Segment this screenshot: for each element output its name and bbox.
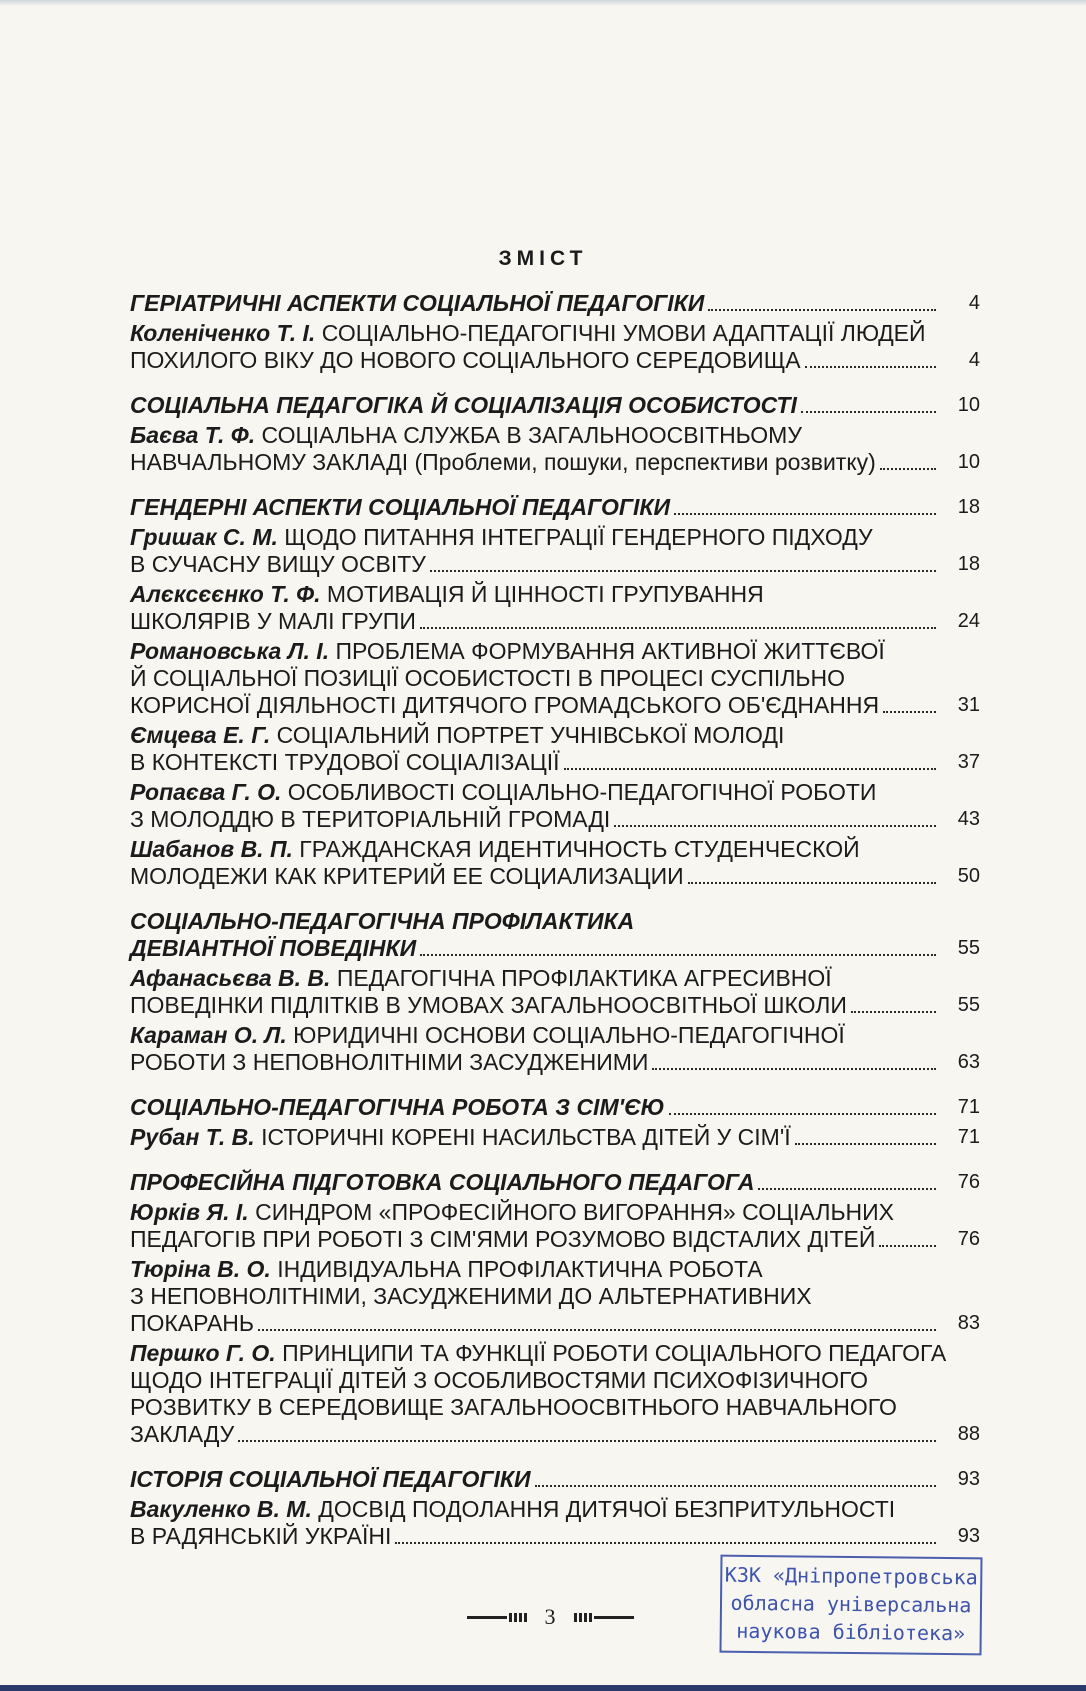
section-page: 18 — [957, 496, 980, 518]
entry-line — [130, 638, 980, 665]
entry-title-last: В КОНТЕКСТІ ТРУДОВОЇ СОЦІАЛІЗАЦІЇ — [130, 749, 560, 775]
entry-last-row — [130, 1310, 980, 1337]
dot-leader — [880, 468, 936, 470]
section-title-row — [130, 1169, 980, 1196]
entry-title-end — [130, 1421, 234, 1448]
entry-title-end — [130, 551, 426, 578]
entry-last-row — [130, 347, 980, 374]
section-title-row — [130, 392, 980, 419]
section-title-row — [130, 290, 980, 317]
dot-leader — [674, 513, 936, 515]
section-page: 4 — [968, 292, 980, 314]
toc-entry — [130, 836, 980, 890]
entry-title-last: З МОЛОДДЮ В ТЕРИТОРІАЛЬНІЙ ГРОМАДІ — [130, 806, 611, 832]
entry-line: РОЗВИТКУ В СЕРЕДОВИЩЕ ЗАГАЛЬНООСВІТНЬОГО НАВЧАЛЬНОГО — [130, 1394, 897, 1420]
section-page: 76 — [957, 1171, 980, 1193]
toc-section — [130, 392, 980, 476]
entry-last-row — [130, 806, 980, 833]
section-title: СОЦІАЛЬНА ПЕДАГОГІКА Й СОЦІАЛІЗАЦІЯ ОСОБИСТОСТІ — [130, 392, 797, 418]
page-bottom-edge — [0, 1685, 1086, 1691]
dot-leader — [688, 882, 936, 884]
entry-line — [130, 1022, 980, 1049]
entry-page: 10 — [957, 451, 980, 473]
dot-leader — [669, 1113, 936, 1115]
dot-leader — [801, 411, 936, 413]
entry-last-row — [130, 1049, 980, 1076]
entry-line — [130, 1199, 980, 1226]
entry-title-last: НАВЧАЛЬНОМУ ЗАКЛАДІ (Проблеми, пошуки, перспективи розвитку) — [130, 449, 876, 475]
entry-title: ІНДИВІДУАЛЬНА ПРОФІЛАКТИЧНА РОБОТА — [277, 1256, 763, 1282]
entry-line — [130, 722, 980, 749]
entry-title: ПРИНЦИПИ ТА ФУНКЦІЇ РОБОТИ СОЦІАЛЬНОГО ПЕДАГОГА — [282, 1340, 947, 1366]
section-page: 55 — [957, 937, 980, 959]
section-title-row — [130, 494, 980, 521]
toc-section — [130, 290, 980, 374]
entry-title-end — [130, 863, 684, 890]
toc-section — [130, 1169, 980, 1448]
entry-title-end — [130, 1226, 875, 1253]
entry-title: ПЕДАГОГІЧНА ПРОФІЛАКТИКА АГРЕСИВНОЇ — [336, 965, 832, 991]
entry-title-end — [130, 1049, 648, 1076]
dot-leader — [851, 1011, 936, 1013]
entry-title: ЩОДО ПИТАННЯ ІНТЕГРАЦІЇ ГЕНДЕРНОГО ПІДХОДУ — [284, 524, 873, 550]
section-title: ІСТОРІЯ СОЦІАЛЬНОЇ ПЕДАГОГІКИ — [130, 1466, 531, 1492]
right-ornament — [574, 1613, 634, 1622]
stamp-line: обласна універсальна — [730, 1590, 972, 1618]
dot-leader — [258, 1329, 936, 1331]
entry-title-end — [130, 347, 801, 374]
entry-title: МОТИВАЦІЯ Й ЦІННОСТІ ГРУПУВАННЯ — [326, 581, 764, 607]
entry-author: Романовська Л. І. — [130, 638, 330, 664]
toc-section — [130, 494, 980, 890]
entry-title: СОЦІАЛЬНИЙ ПОРТРЕТ УЧНІВСЬКОЇ МОЛОДІ — [276, 722, 785, 748]
section-title: ГЕНДЕРНІ АСПЕКТИ СОЦІАЛЬНОЇ ПЕДАГОГІКИ — [130, 494, 671, 520]
entry-last-row — [130, 551, 980, 578]
entry-last-row — [130, 1523, 980, 1550]
entry-page: 43 — [957, 808, 980, 830]
entry-page: 55 — [957, 994, 980, 1016]
toc-entry — [130, 1199, 980, 1253]
toc-section — [130, 1466, 980, 1550]
table-of-contents — [130, 290, 980, 1550]
entry-line: Й СОЦІАЛЬНОЇ ПОЗИЦІЇ ОСОБИСТОСТІ В ПРОЦЕСІ СУСПІЛЬНО — [130, 665, 846, 691]
entry-page: 31 — [957, 694, 980, 716]
toc-entry — [130, 1124, 980, 1151]
entry-page: 37 — [957, 751, 980, 773]
section-title-row — [130, 1094, 980, 1121]
section-title-row — [130, 1466, 980, 1493]
entry-title: ПРОБЛЕМА ФОРМУВАННЯ АКТИВНОЇ ЖИТТЄВОЇ — [335, 638, 885, 664]
section-title-row — [130, 935, 980, 962]
toc-entry — [130, 722, 980, 776]
entry-last-row — [130, 1226, 980, 1253]
entry-title: ЮРИДИЧНІ ОСНОВИ СОЦІАЛЬНО-ПЕДАГОГІЧНОЇ — [293, 1022, 845, 1048]
page-top-edge — [0, 0, 1086, 6]
dot-leader — [708, 309, 936, 311]
entry-author: Тюріна В. О. — [130, 1256, 271, 1282]
dot-leader — [879, 1245, 936, 1247]
entry-title-end — [130, 1124, 791, 1151]
dot-leader — [652, 1068, 936, 1070]
toc-entry — [130, 320, 980, 374]
entry-title: СИНДРОМ «ПРОФЕСІЙНОГО ВИГОРАННЯ» СОЦІАЛЬНИХ — [255, 1199, 895, 1225]
entry-author: Рубан Т. В. — [130, 1124, 255, 1150]
entry-last-row — [130, 749, 980, 776]
entry-title-last: ПЕДАГОГІВ ПРИ РОБОТІ З СІМ'ЯМИ РОЗУМОВО ВІДСТАЛИХ ДІТЕЙ — [130, 1226, 876, 1252]
entry-author: Юрків Я. І. — [130, 1199, 249, 1225]
entry-last-row — [130, 692, 980, 719]
entry-title-last: ІСТОРИЧНІ КОРЕНІ НАСИЛЬСТВА ДІТЕЙ У СІМ'Ї — [261, 1124, 791, 1150]
entry-line — [130, 1256, 980, 1283]
entry-line — [130, 836, 980, 863]
entry-last-row — [130, 608, 980, 635]
entry-page: 76 — [957, 1228, 980, 1250]
stamp-line: наукова бібліотека» — [736, 1618, 966, 1646]
entry-author: Гришак С. М. — [130, 524, 278, 550]
entry-title: ОСОБЛИВОСТІ СОЦІАЛЬНО-ПЕДАГОГІЧНОЇ РОБОТИ — [287, 779, 877, 805]
entry-line — [130, 524, 980, 551]
entry-page: 24 — [957, 610, 980, 632]
dot-leader — [238, 1440, 936, 1442]
toc-entry — [130, 1022, 980, 1076]
toc-entry — [130, 422, 980, 476]
entry-title-last: ЗАКЛАДУ — [130, 1421, 235, 1447]
entry-title-last: ШКОЛЯРІВ У МАЛІ ГРУПИ — [130, 608, 416, 634]
entry-title-last: КОРИСНОЇ ДІЯЛЬНОСТІ ДИТЯЧОГО ГРОМАДСЬКОГО ОБ'ЄДНАННЯ — [130, 692, 880, 718]
entry-title-last: ПОХИЛОГО ВІКУ ДО НОВОГО СОЦІАЛЬНОГО СЕРЕДОВИЩА — [130, 347, 801, 373]
entry-title-end — [130, 992, 847, 1019]
section-page: 71 — [957, 1096, 980, 1118]
entry-title-end — [130, 1310, 254, 1337]
entry-page: 83 — [957, 1312, 980, 1334]
stamp-line: КЗК «Дніпропетровська — [724, 1562, 978, 1590]
toc-entry — [130, 965, 980, 1019]
entry-title-last: ПОКАРАНЬ — [130, 1310, 255, 1336]
entry-title: ДОСВІД ПОДОЛАННЯ ДИТЯЧОЇ БЕЗПРИТУЛЬНОСТІ — [318, 1496, 896, 1522]
toc-entry — [130, 581, 980, 635]
entry-title-end — [130, 692, 879, 719]
dot-leader — [395, 1542, 936, 1544]
toc-section — [130, 1094, 980, 1151]
entry-page: 63 — [957, 1051, 980, 1073]
page-footer — [410, 1602, 690, 1632]
entry-title-end — [130, 806, 610, 833]
section-title: ДЕВІАНТНОЇ ПОВЕДІНКИ — [130, 935, 417, 961]
entry-title-end — [130, 449, 876, 476]
entry-title-last: МОЛОДЕЖИ КАК КРИТЕРИЙ ЕЕ СОЦИАЛИЗАЦИИ — [130, 863, 684, 889]
entry-title-end — [130, 1523, 391, 1550]
page-title: ЗМІСТ — [498, 247, 588, 270]
dot-leader — [758, 1188, 936, 1190]
entry-line — [130, 1340, 980, 1367]
entry-title-end — [130, 749, 560, 776]
section-title-line: СОЦІАЛЬНО-ПЕДАГОГІЧНА ПРОФІЛАКТИКА — [130, 908, 635, 934]
entry-last-row — [130, 992, 980, 1019]
entry-title-end — [130, 608, 416, 635]
section-page: 93 — [957, 1468, 980, 1490]
entry-title: СОЦІАЛЬНА СЛУЖБА В ЗАГАЛЬНООСВІТНЬОМУ — [261, 422, 802, 448]
dot-leader — [795, 1143, 936, 1145]
entry-author: Алєксєєнко Т. Ф. — [130, 581, 321, 607]
entry-author: Ємцева Е. Г. — [130, 722, 271, 748]
toc-entry — [130, 1256, 980, 1337]
dot-leader — [883, 711, 936, 713]
entry-author: Шабанов В. П. — [130, 836, 293, 862]
dot-leader — [430, 570, 936, 572]
entry-line — [130, 422, 980, 449]
dot-leader — [805, 366, 936, 368]
entry-author: Коленіченко Т. І. — [130, 320, 316, 346]
entry-line — [130, 320, 980, 347]
toc-entry — [130, 1496, 980, 1550]
entry-title-last: ПОВЕДІНКИ ПІДЛІТКІВ В УМОВАХ ЗАГАЛЬНООСВІТНЬОЇ ШКОЛИ — [130, 992, 847, 1018]
entry-page: 50 — [957, 865, 980, 887]
library-stamp — [719, 1555, 982, 1656]
entry-author: Ропаєва Г. О. — [130, 779, 282, 805]
entry-line: З НЕПОВНОЛІТНІМИ, ЗАСУДЖЕНИМИ ДО АЛЬТЕРНАТИВНИХ — [130, 1283, 812, 1309]
dot-leader — [564, 768, 936, 770]
entry-title-last: В РАДЯНСЬКІЙ УКРАЇНІ — [130, 1523, 392, 1549]
section-title: СОЦІАЛЬНО-ПЕДАГОГІЧНА РОБОТА З СІМ'ЄЮ — [130, 1094, 665, 1120]
entry-last-row — [130, 1421, 980, 1448]
entry-last-row — [130, 449, 980, 476]
entry-title: ГРАЖДАНСКАЯ ИДЕНТИЧНОСТЬ СТУДЕНЧЕСКОЙ — [299, 836, 860, 862]
dot-leader — [535, 1485, 936, 1487]
entry-title-last: РОБОТИ З НЕПОВНОЛІТНІМИ ЗАСУДЖЕНИМИ — [130, 1049, 649, 1075]
entry-author: Вакуленко В. М. — [130, 1496, 312, 1522]
toc-entry — [130, 638, 980, 719]
entry-line: ЩОДО ІНТЕГРАЦІЇ ДІТЕЙ З ОСОБЛИВОСТЯМИ ПСИХОФІЗИЧНОГО — [130, 1367, 869, 1393]
entry-last-row — [130, 1124, 980, 1151]
section-title: ПРОФЕСІЙНА ПІДГОТОВКА СОЦІАЛЬНОГО ПЕДАГОГА — [130, 1169, 755, 1195]
entry-page: 4 — [968, 349, 980, 371]
entry-line — [130, 779, 980, 806]
entry-author: Баєва Т. Ф. — [130, 422, 256, 448]
toc-entry — [130, 1340, 980, 1448]
page-number: 3 — [544, 1604, 556, 1629]
entry-line — [130, 581, 980, 608]
dot-leader — [420, 627, 936, 629]
entry-author: Афанасьєва В. В. — [130, 965, 331, 991]
entry-last-row — [130, 863, 980, 890]
left-ornament — [467, 1613, 527, 1622]
toc-entry — [130, 779, 980, 833]
entry-title: СОЦІАЛЬНО-ПЕДАГОГІЧНІ УМОВИ АДАПТАЦІЇ ЛЮДЕЙ — [321, 320, 926, 346]
entry-page: 93 — [957, 1525, 980, 1547]
entry-author: Першко Г. О. — [130, 1340, 276, 1366]
entry-title-last: В СУЧАСНУ ВИЩУ ОСВІТУ — [130, 551, 426, 577]
entry-line — [130, 1496, 980, 1523]
section-page: 10 — [957, 394, 980, 416]
entry-author: Караман О. Л. — [130, 1022, 287, 1048]
entry-line — [130, 965, 980, 992]
toc-section — [130, 908, 980, 1076]
section-title: ГЕРІАТРИЧНІ АСПЕКТИ СОЦІАЛЬНОЇ ПЕДАГОГІКИ — [130, 290, 705, 316]
entry-page: 88 — [957, 1423, 980, 1445]
dot-leader — [614, 825, 936, 827]
toc-entry — [130, 524, 980, 578]
entry-page: 71 — [957, 1126, 980, 1148]
dot-leader — [420, 954, 936, 956]
entry-page: 18 — [957, 553, 980, 575]
